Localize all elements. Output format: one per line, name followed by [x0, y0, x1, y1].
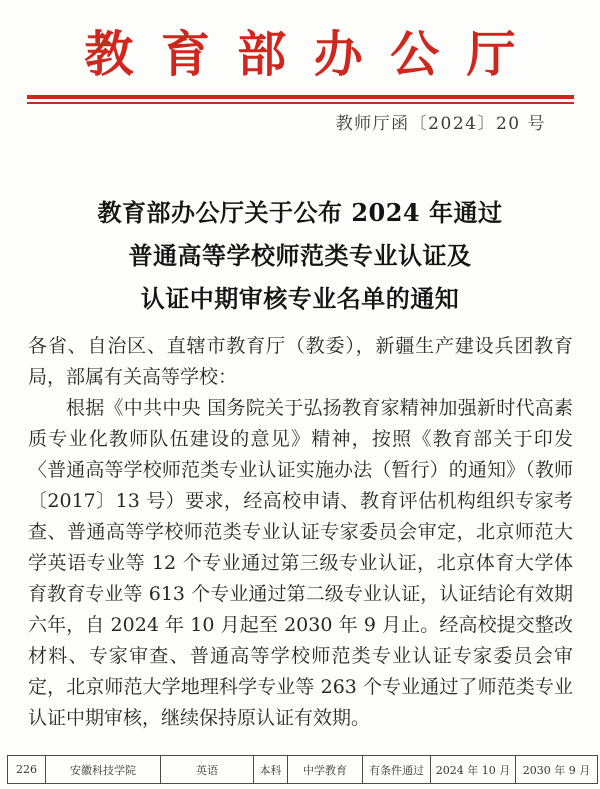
cell-start-date: 2024 年 10 月: [431, 756, 516, 784]
notice-title-line-2: 普通高等学校师范类专业认证及: [128, 241, 472, 270]
cell-end-date: 2030 年 9 月: [516, 756, 598, 784]
document-number: 教师厅函〔2024〕20 号: [335, 114, 546, 134]
masthead-rule-thin: [27, 102, 574, 104]
cell-degree-level: 本科: [254, 756, 288, 784]
accreditation-table: [7, 755, 598, 784]
cell-result: 有条件通过: [363, 756, 431, 784]
cell-institution: 安徽科技学院: [46, 756, 161, 784]
notice-body: [28, 331, 573, 734]
masthead-rule-thick: [27, 95, 574, 99]
masthead: [0, 16, 600, 86]
main-paragraph: 根据《中共中央 国务院关于弘扬教育家精神加强新时代高素质专业化教师队伍建设的意见》精神，按照《教育部关于印发〈普通高等学校师范类专业认证实施办法（暂行）的通知》（教师〔2017〕13 号）要求，经高校申请、教育评估机构组织专家考查、普通高等学校师范类专业认证专家委员会审定，北京师范大学英语专业等 12 个专业通过第三级专业认证，北京体育大学体育教育专业等 613 个专业通过第二级专业认证，认证结论有效期六年，自 2024 年 10 月起至 2030 年 9 月止。经高校提交整改材料、专家审查、普通高等学校师范类专业认证专家委员会审定，北京师范大学地理科学专业等 263 个专业通过了师范类专业认证中期审核，继续保持原认证有效期。: [28, 397, 573, 729]
cell-major: 英语: [161, 756, 254, 784]
notice-title: [0, 191, 600, 320]
table-row: [8, 756, 598, 784]
salutation: 各省、自治区、直辖市教育厅（教委），新疆生产建设兵团教育局，部属有关高等学校：: [28, 335, 573, 388]
agency-name: 教育部办公厅: [84, 25, 544, 83]
cell-education-type: 中学教育: [288, 756, 363, 784]
notice-title-line-1: 教育部办公厅关于公布 2024 年通过: [97, 198, 503, 227]
notice-title-line-3: 认证中期审核专业名单的通知: [140, 284, 460, 313]
cell-serial-number: 226: [8, 756, 46, 784]
